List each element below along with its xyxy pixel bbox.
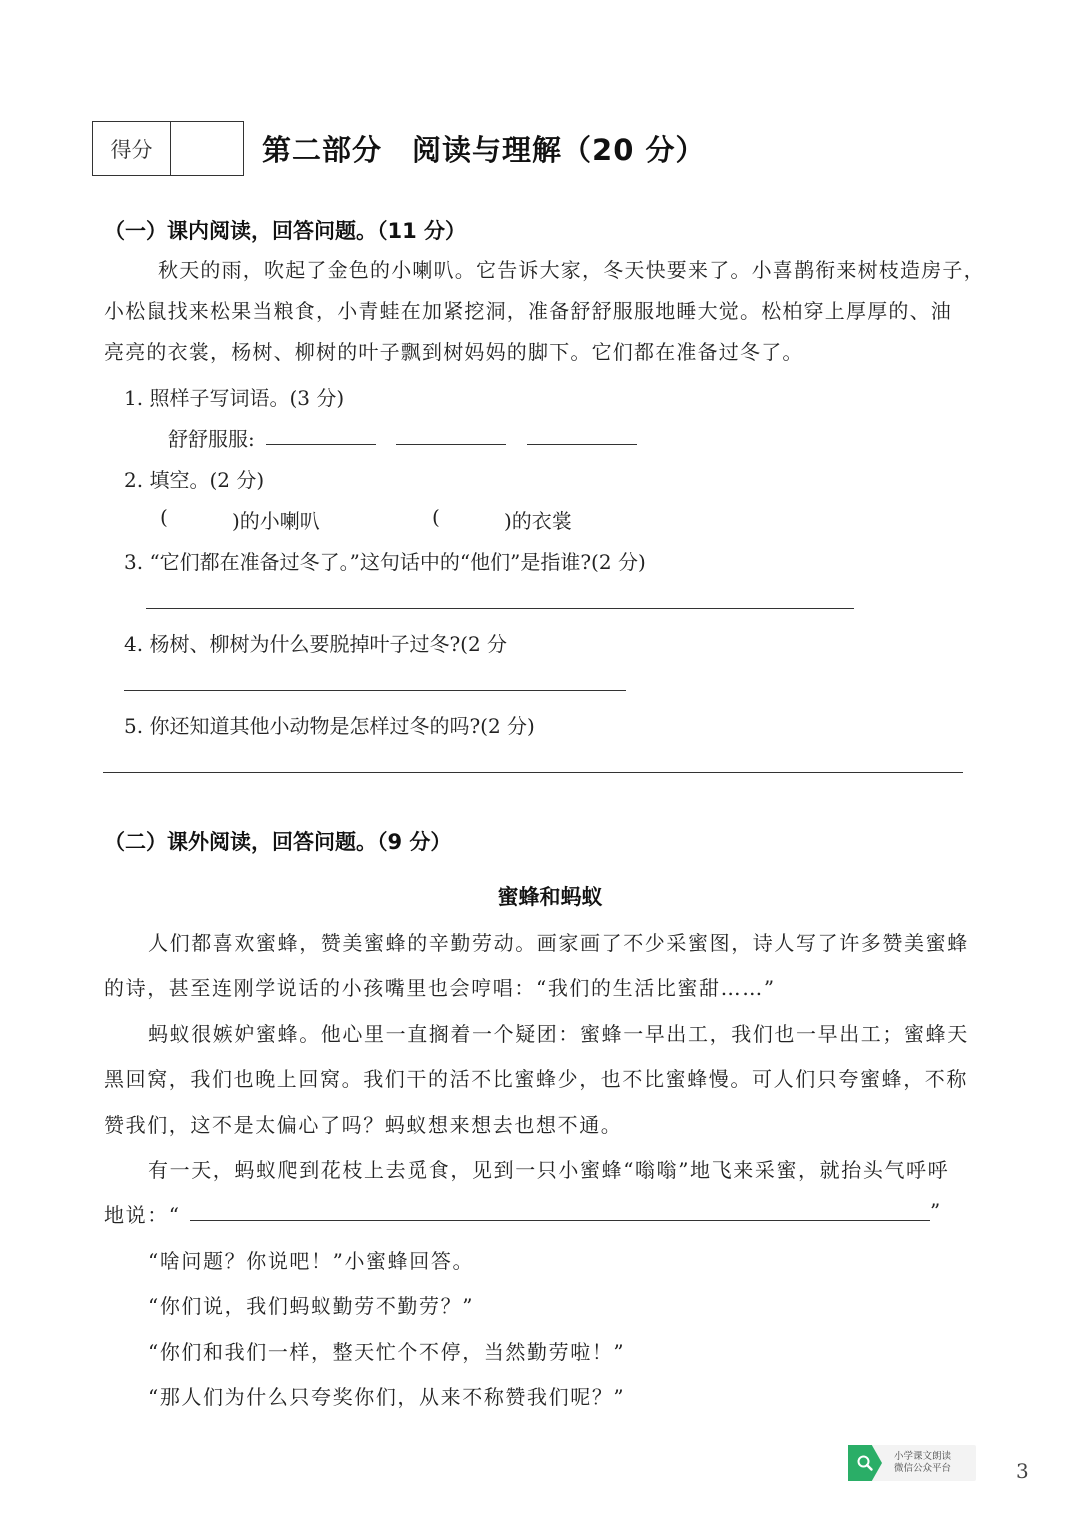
question-3: 3. “它们都在准备过冬了。”这句话中的“他们”是指谁?(2 分) (124, 550, 646, 574)
passage-line-2: 小松鼠找来松果当粮食，小青蛙在加紧挖洞，准备舒舒服服地睡大觉。松柏穿上厚厚的、油 (104, 299, 952, 323)
story-title: 蜜蜂和蚂蚁 (497, 885, 603, 909)
story-line: 赞我们，这不是太偏心了吗？蚂蚁想来想去也想不通。 (104, 1113, 623, 1137)
question-5: 5. 你还知道其他小动物是怎样过冬的吗?(2 分) (124, 714, 535, 738)
story-quote-close: ” (930, 1199, 942, 1223)
question-4: 4. 杨树、柳树为什么要脱掉叶子过冬?(2 分 (124, 632, 508, 656)
page-number: 3 (1016, 1459, 1029, 1483)
story-line: “那人们为什么只夸奖你们，从来不称赞我们呢？” (148, 1385, 626, 1409)
answer-line-4[interactable] (124, 690, 626, 691)
passage-line-1: 秋天的雨，吹起了金色的小喇叭。它告诉大家，冬天快要来了。小喜鹊衔来树枝造房子， (158, 258, 985, 282)
story-line: “你们和我们一样，整天忙个不停，当然勤劳啦！” (148, 1340, 626, 1364)
passage-line-3: 亮亮的衣裳，杨树、柳树的叶子飘到树妈妈的脚下。它们都在准备过冬了。 (104, 340, 804, 364)
blank-1-text: )的小喇叭 (232, 509, 320, 533)
section1-heading: （一）课内阅读，回答问题。（11 分） (104, 219, 467, 243)
blank-2-open: ( (432, 505, 440, 529)
story-line: 人们都喜欢蜜蜂，赞美蜜蜂的辛勤劳动。画家画了不少采蜜图，诗人写了许多赞美蜜蜂 (148, 931, 969, 955)
part-title-main: 第二部分 (262, 133, 383, 167)
answer-line-3[interactable] (146, 608, 854, 609)
answer-line-1b[interactable] (396, 444, 506, 445)
question-1-example: 舒舒服服: (168, 427, 255, 451)
story-line: 有一天，蚂蚁爬到花枝上去觅食，见到一只小蜜蜂“嗡嗡”地飞来采蜜，就抬头气呼呼 (148, 1158, 950, 1182)
answer-line-5[interactable] (103, 772, 963, 773)
blank-1-open: ( (160, 505, 168, 529)
question-1: 1. 照样子写词语。(3 分) (124, 386, 345, 410)
story-line: “你们说，我们蚂蚁勤劳不勤劳？” (148, 1294, 475, 1318)
answer-line-1c[interactable] (527, 444, 637, 445)
wechat-badge-text (894, 1451, 951, 1475)
story-line: 地说：“ (104, 1203, 181, 1227)
blank-2-text: )的衣裳 (504, 509, 572, 533)
section2-heading: （二）课外阅读，回答问题。（9 分） (104, 830, 452, 854)
badge-line-1: 小学课文朗读 (894, 1451, 952, 1462)
part-title-sub: 阅读与理解（20 分） (412, 133, 706, 167)
score-blank[interactable] (171, 122, 243, 175)
badge-line-2: 微信公众平台 (894, 1463, 952, 1474)
wechat-badge (848, 1445, 976, 1481)
story-line: 蚂蚁很嫉妒蜜蜂。他心里一直搁着一个疑团：蜜蜂一早出工，我们也一早出工；蜜蜂天 (148, 1022, 969, 1046)
score-label: 得分 (93, 122, 171, 175)
search-icon (848, 1445, 882, 1481)
question-2: 2. 填空。(2 分) (124, 468, 265, 492)
story-answer-line[interactable] (190, 1220, 930, 1221)
answer-line-1a[interactable] (266, 444, 376, 445)
story-line: 黑回窝，我们也晚上回窝。我们干的活不比蜜蜂少，也不比蜜蜂慢。可人们只夸蜜蜂，不称 (104, 1067, 968, 1091)
story-line: 的诗，甚至连刚学说话的小孩嘴里也会哼唱：“我们的生活比蜜甜……” (104, 976, 776, 1000)
story-line: “啥问题？你说吧！”小蜜蜂回答。 (148, 1249, 475, 1273)
score-box (92, 121, 244, 176)
part-title (262, 128, 705, 169)
